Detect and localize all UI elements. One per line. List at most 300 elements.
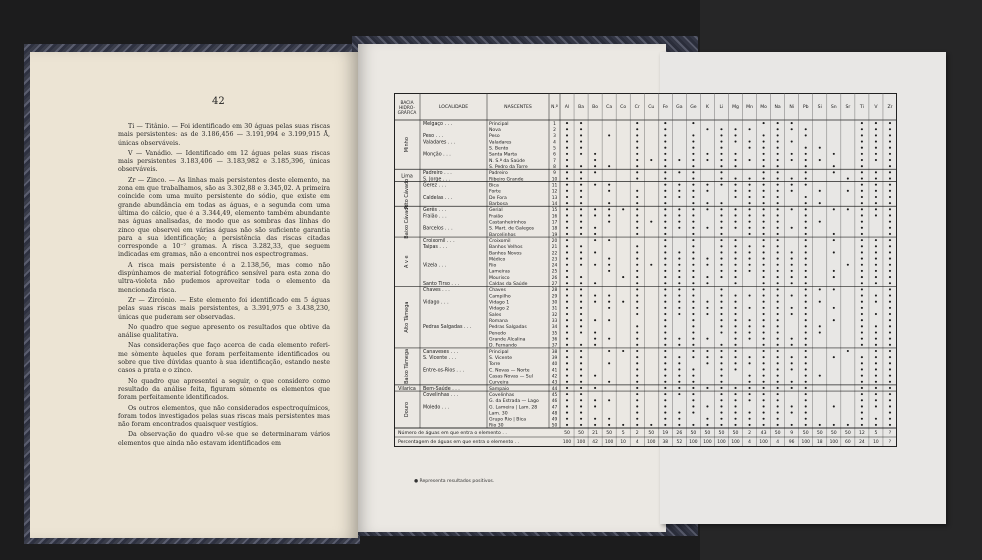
presence-dot [692, 387, 694, 389]
presence-dot [566, 418, 568, 420]
presence-dot [594, 282, 596, 284]
presence-dot [805, 196, 807, 198]
row-number: 28 [551, 288, 558, 294]
presence-dot [692, 239, 694, 241]
presence-dot [580, 350, 582, 352]
row-number: 30 [551, 300, 558, 306]
row-number: 21 [551, 245, 558, 251]
presence-dot [594, 171, 596, 173]
presence-dot [692, 159, 694, 161]
presence-dot [566, 412, 568, 414]
locality-label: Padreiro . . . [423, 171, 452, 177]
presence-dot [734, 307, 736, 309]
presence-dot [763, 270, 765, 272]
presence-dot [566, 233, 568, 235]
presence-dot [664, 387, 666, 389]
presence-dot [763, 381, 765, 383]
presence-dot [636, 282, 638, 284]
row-number: 36 [551, 337, 558, 343]
presence-dot [763, 412, 765, 414]
presence-dot [692, 221, 694, 223]
presence-dot [889, 418, 891, 420]
presence-dot [805, 251, 807, 253]
presence-dot [749, 233, 751, 235]
presence-dot [664, 208, 666, 210]
presence-dot [566, 338, 568, 340]
presence-dot [636, 307, 638, 309]
presence-dot [763, 221, 765, 223]
spring-label: Rio 30 [489, 423, 504, 429]
presence-dot [608, 184, 610, 186]
presence-dot [720, 239, 722, 241]
presence-dot [763, 141, 765, 143]
presence-dot [706, 184, 708, 186]
presence-dot [833, 171, 835, 173]
presence-dot [636, 214, 638, 216]
presence-dot [763, 393, 765, 395]
presence-dot [777, 153, 779, 155]
presence-dot [678, 344, 680, 346]
presence-dot [805, 350, 807, 352]
presence-dot [594, 159, 596, 161]
presence-dot [636, 295, 638, 297]
presence-dot [777, 307, 779, 309]
presence-dot [875, 325, 877, 327]
presence-dot [861, 221, 863, 223]
presence-dot [875, 276, 877, 278]
presence-dot [819, 301, 821, 303]
presence-dot [791, 177, 793, 179]
presence-dot [805, 282, 807, 284]
presence-dot [734, 184, 736, 186]
presence-dot [580, 295, 582, 297]
presence-dot [889, 159, 891, 161]
presence-dot [720, 171, 722, 173]
locality-label: Caldelas . . . [423, 195, 453, 201]
presence-dot [889, 381, 891, 383]
presence-dot [608, 258, 610, 260]
row-number: 7 [553, 158, 556, 164]
presence-dot [706, 362, 708, 364]
presence-dot [763, 208, 765, 210]
count-value: 50 [802, 431, 809, 436]
presence-dot [678, 258, 680, 260]
locality-label: Bem-Saúde . . . [423, 386, 460, 392]
presence-dot [777, 375, 779, 377]
presence-dot [594, 233, 596, 235]
presence-dot [720, 264, 722, 266]
presence-dot [720, 405, 722, 407]
presence-dot [875, 295, 877, 297]
presence-dot [636, 159, 638, 161]
presence-dot [734, 141, 736, 143]
row-number: 18 [551, 226, 558, 232]
presence-dot [889, 134, 891, 136]
spring-label: Chaves [489, 288, 506, 294]
presence-dot [777, 295, 779, 297]
presence-dot [692, 424, 694, 426]
presence-dot [763, 239, 765, 241]
paragraph: Os outros elementos, que não considerados espectroquímicos, foram todos investigados pelas suas riscas mais persistentes mas não foram encontrados quaisquer vestígios. [118, 404, 330, 429]
presence-dot [791, 276, 793, 278]
presence-dot [805, 171, 807, 173]
presence-dot [580, 202, 582, 204]
presence-dot [777, 338, 779, 340]
spring-label: Castanheirinhos [489, 220, 527, 226]
presence-dot [734, 153, 736, 155]
presence-dot [763, 245, 765, 247]
spring-label: Peso [489, 134, 500, 140]
presence-dot [875, 362, 877, 364]
presence-dot [692, 393, 694, 395]
table-frame [395, 94, 897, 447]
row-number: 40 [551, 362, 558, 368]
presence-dot [594, 399, 596, 401]
presence-dot [861, 122, 863, 124]
presence-dot [763, 264, 765, 266]
presence-dot [763, 288, 765, 290]
presence-dot [861, 165, 863, 167]
presence-dot [791, 282, 793, 284]
presence-dot [734, 221, 736, 223]
presence-dot [875, 214, 877, 216]
presence-dot [692, 307, 694, 309]
element-header: Na [774, 105, 781, 110]
presence-dot [734, 245, 736, 247]
presence-dot [692, 171, 694, 173]
presence-dot [580, 282, 582, 284]
presence-dot [692, 381, 694, 383]
spring-label: S. Vicente [489, 355, 513, 361]
presence-dot [763, 344, 765, 346]
row-number: 16 [551, 214, 558, 220]
presence-dot [777, 412, 779, 414]
element-header: Pb [802, 105, 809, 110]
presence-dot [889, 301, 891, 303]
presence-dot [875, 338, 877, 340]
presence-dot [566, 134, 568, 136]
presence-dot [720, 227, 722, 229]
row-number: 25 [551, 269, 558, 275]
presence-dot [763, 307, 765, 309]
presence-dot [734, 251, 736, 253]
presence-dot [875, 270, 877, 272]
element-header: Ba [578, 105, 585, 110]
presence-dot [580, 399, 582, 401]
presence-dot [566, 393, 568, 395]
presence-dot [706, 159, 708, 161]
presence-dot [678, 418, 680, 420]
percent-value: 52 [676, 440, 683, 445]
presence-dot [566, 399, 568, 401]
page-number: 42 [212, 96, 225, 107]
presence-dot [594, 251, 596, 253]
locality-label: Taipas . . . [423, 245, 448, 251]
presence-dot [706, 153, 708, 155]
spring-label: S. Pedro da Torre [489, 165, 528, 171]
row-number: 4 [553, 140, 556, 146]
presence-dot [861, 418, 863, 420]
presence-dot [692, 147, 694, 149]
presence-dot [664, 214, 666, 216]
presence-dot [734, 412, 736, 414]
presence-dot [861, 295, 863, 297]
presence-dot [875, 134, 877, 136]
spring-label: Gerial [489, 208, 503, 214]
presence-dot [566, 208, 568, 210]
presence-dot [791, 313, 793, 315]
presence-dot [692, 165, 694, 167]
presence-dot [734, 190, 736, 192]
presence-dot [636, 418, 638, 420]
presence-dot [889, 227, 891, 229]
presence-dot [664, 270, 666, 272]
presence-dot [706, 307, 708, 309]
presence-dot [875, 177, 877, 179]
presence-dot [805, 227, 807, 229]
count-value: 12 [858, 431, 865, 436]
presence-dot [622, 276, 624, 278]
presence-dot [777, 221, 779, 223]
presence-dot [692, 399, 694, 401]
presence-dot [580, 344, 582, 346]
spring-label: Santa Marta [489, 152, 518, 158]
locality-label: Melgaço . . . [423, 121, 453, 127]
presence-dot [622, 424, 624, 426]
presence-dot [664, 412, 666, 414]
presence-dot [791, 338, 793, 340]
presence-dot [791, 227, 793, 229]
percent-value: 100 [647, 440, 656, 445]
presence-dot [594, 301, 596, 303]
presence-dot [664, 159, 666, 161]
presence-dot [636, 276, 638, 278]
locality-label: Fraião . . . [423, 214, 447, 220]
row-number: 1 [553, 121, 556, 127]
percent-value: 100 [562, 440, 572, 445]
presence-dot [734, 368, 736, 370]
presence-dot [749, 196, 751, 198]
row-number: 35 [551, 331, 558, 337]
presence-dot [805, 239, 807, 241]
element-header: Co [620, 105, 627, 110]
spring-label: Torre [489, 362, 501, 368]
presence-dot [636, 325, 638, 327]
element-header: Mg [732, 105, 739, 110]
presence-dot [636, 350, 638, 352]
spring-label: Banhos Novos [489, 251, 522, 257]
count-value: 50 [606, 431, 613, 436]
presence-dot [566, 368, 568, 370]
presence-dot [875, 171, 877, 173]
count-value: 50 [718, 431, 725, 436]
presence-dot [833, 165, 835, 167]
presence-dot [566, 375, 568, 377]
locality-label: S. Jorge . . . [423, 177, 451, 183]
presence-dot [875, 344, 877, 346]
presence-dot [580, 375, 582, 377]
presence-dot [678, 307, 680, 309]
count-value: 5 [874, 431, 878, 436]
presence-dot [791, 356, 793, 358]
presence-dot [594, 227, 596, 229]
presence-dot [861, 424, 863, 426]
presence-dot [749, 338, 751, 340]
presence-dot [678, 393, 680, 395]
paragraph: Ti — Titânio. — Foi identificado em 30 águas pelas suas riscas mais persistentes: as de 3.186,456 — 3.191,994 e 3.199,915 Å, únicas observáveis. [118, 123, 330, 147]
presence-dot [636, 141, 638, 143]
presence-dot [566, 196, 568, 198]
spring-label: Lameiras [489, 269, 511, 275]
presence-dot [861, 202, 863, 204]
presence-dot [678, 264, 680, 266]
row-number: 46 [551, 399, 558, 405]
presence-dot [608, 350, 610, 352]
presence-dot [777, 233, 779, 235]
presence-dot [720, 375, 722, 377]
presence-dot [861, 208, 863, 210]
presence-dot [580, 313, 582, 315]
spring-label: Lam. 30 [489, 411, 508, 417]
presence-dot [889, 412, 891, 414]
presence-dot [706, 282, 708, 284]
header-number: N.º [551, 105, 558, 110]
spring-label: Pedras Salgadas [489, 325, 527, 331]
presence-dot [777, 381, 779, 383]
presence-dot [664, 368, 666, 370]
presence-dot [580, 387, 582, 389]
presence-dot [734, 319, 736, 321]
presence-dot [805, 295, 807, 297]
presence-dot [805, 319, 807, 321]
count-value: 50 [732, 431, 739, 436]
presence-dot [861, 356, 863, 358]
locality-label: Gerês . . . [423, 208, 447, 214]
presence-dot [608, 165, 610, 167]
spring-label: Rio [489, 263, 497, 269]
presence-dot [664, 153, 666, 155]
presence-dot [805, 368, 807, 370]
analysis-table [394, 93, 897, 476]
presence-dot [636, 208, 638, 210]
presence-dot [763, 350, 765, 352]
count-value: 43 [760, 431, 767, 436]
presence-dot [692, 276, 694, 278]
presence-dot [861, 214, 863, 216]
presence-dot [763, 153, 765, 155]
presence-dot [777, 128, 779, 130]
presence-dot [566, 301, 568, 303]
presence-dot [566, 184, 568, 186]
locality-label: Peso . . . [423, 134, 444, 140]
presence-dot [819, 325, 821, 327]
presence-dot [664, 424, 666, 426]
table-footnote: ● Representa resultados positivos. [414, 479, 495, 484]
presence-dot [566, 258, 568, 260]
count-value: ? [888, 431, 892, 436]
presence-dot [664, 258, 666, 260]
presence-dot [791, 122, 793, 124]
row-number: 22 [551, 251, 558, 257]
presence-dot [636, 227, 638, 229]
basin-label: Minho [404, 137, 410, 153]
presence-dot [749, 270, 751, 272]
presence-dot [777, 399, 779, 401]
presence-dot [678, 295, 680, 297]
presence-dot [749, 412, 751, 414]
row-number: 17 [551, 220, 558, 226]
presence-dot [861, 147, 863, 149]
presence-dot [720, 301, 722, 303]
row-number: 6 [553, 152, 556, 158]
presence-dot [692, 338, 694, 340]
presence-dot [720, 221, 722, 223]
spring-label: S. Mart. de Galegos [489, 226, 535, 232]
presence-dot [861, 331, 863, 333]
presence-dot [889, 362, 891, 364]
presence-dot [749, 221, 751, 223]
presence-dot [664, 350, 666, 352]
spring-label: Vidago 2 [489, 306, 510, 312]
presence-dot [777, 165, 779, 167]
row-number: 31 [551, 306, 558, 312]
presence-dot [875, 375, 877, 377]
presence-dot [664, 141, 666, 143]
presence-dot [650, 264, 652, 266]
presence-dot [875, 184, 877, 186]
presence-dot [734, 264, 736, 266]
percent-value: 60 [845, 440, 851, 445]
presence-dot [566, 141, 568, 143]
presence-dot [566, 350, 568, 352]
row-number: 48 [551, 411, 558, 417]
presence-dot [889, 282, 891, 284]
presence-dot [791, 295, 793, 297]
locality-label: Croixomil . . . [423, 238, 455, 244]
presence-dot [720, 128, 722, 130]
presence-dot [763, 313, 765, 315]
presence-dot [749, 184, 751, 186]
presence-dot [763, 301, 765, 303]
presence-dot [847, 264, 849, 266]
presence-dot [734, 350, 736, 352]
presence-dot [889, 190, 891, 192]
presence-dot [777, 227, 779, 229]
presence-dot [664, 344, 666, 346]
element-header: Zr [887, 105, 893, 110]
presence-dot [580, 171, 582, 173]
presence-dot [889, 344, 891, 346]
presence-dot [594, 214, 596, 216]
spring-label: Padreiro [489, 171, 508, 177]
presence-dot [889, 270, 891, 272]
presence-dot [566, 270, 568, 272]
presence-dot [678, 171, 680, 173]
spring-label: Forte [489, 189, 501, 195]
row-number: 29 [551, 294, 558, 300]
element-header: Mn [746, 105, 753, 110]
presence-dot [664, 202, 666, 204]
presence-dot [889, 325, 891, 327]
presence-dot [720, 325, 722, 327]
row-number: 23 [551, 257, 558, 263]
basin-label: A v e [404, 255, 410, 269]
presence-dot [861, 319, 863, 321]
presence-dot [777, 258, 779, 260]
presence-dot [791, 128, 793, 130]
presence-dot [749, 227, 751, 229]
presence-dot [763, 177, 765, 179]
